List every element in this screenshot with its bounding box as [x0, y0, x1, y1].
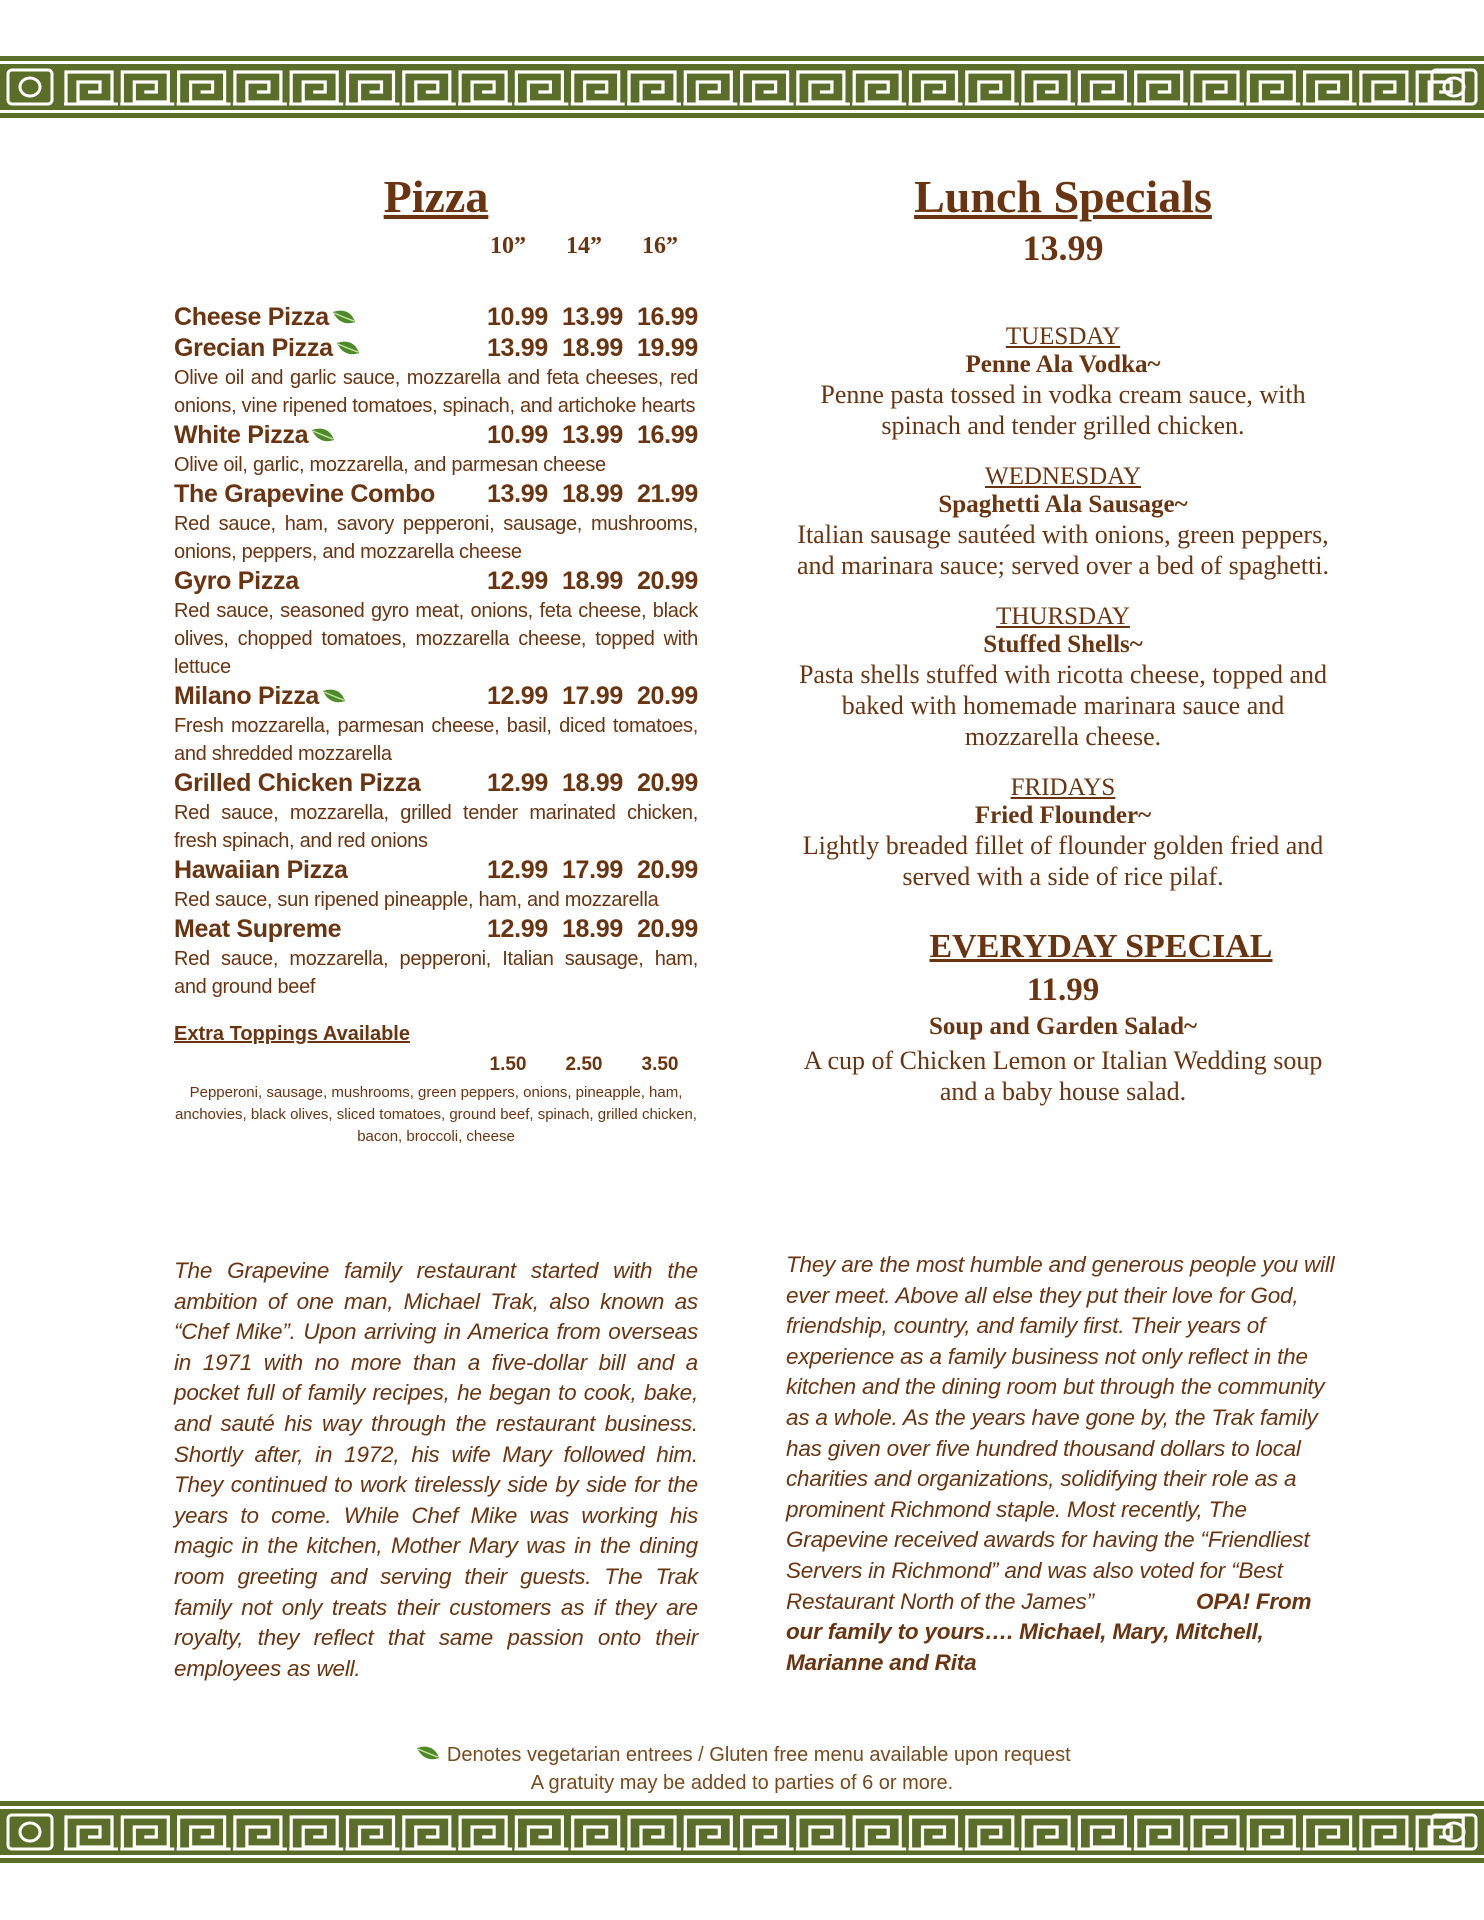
everyday-block [783, 1013, 1343, 1107]
story-left: The Grapevine family restaurant started with the ambition of one man, Michael Trak, also known as “Chef Mike”. Upon arriving in America from overseas in 1971 with no more than a five-dollar bill and a pocket full of family recipes, he began to cook, bake, and sauté his way through the restaurant business. Shortly after, in 1972, his wife Mary followed him. They continued to work tirelessly side by side for the years to come. While Chef Mike was working his magic in the kitchen, Mother Mary was in the dining room greeting and serving their guests. The Trak family not only treats their customers as if they are royalty, they reflect that same passion onto their employees as well. [174, 1258, 698, 1681]
pizza-item-name [174, 420, 473, 451]
pizza-item-price: 18.99 [561, 567, 623, 595]
pizza-item-row [174, 420, 698, 451]
pizza-item-row [174, 768, 698, 799]
pizza-item-price: 16.99 [636, 303, 698, 331]
pizza-item-name [174, 914, 473, 945]
pizza-item [174, 914, 698, 1001]
pizza-item [174, 566, 698, 681]
pizza-item-price: 20.99 [636, 567, 698, 595]
lunch-day-block [783, 323, 1343, 441]
pizza-item-price: 13.99 [561, 421, 623, 449]
pizza-item-price: 16.99 [636, 421, 698, 449]
pizza-item-price: 20.99 [636, 856, 698, 884]
lunch-title: Lunch Specials [914, 171, 1212, 222]
story-right: They are the most humble and generous people you will ever meet. Above all else they put their love for God, friendship, country, and family first. Their years of experience as a family business not only reflect in the kitchen and the dining room but through the community as a whole. As the years have gone by, the Trak family has given over five hundred thousand dollars to local charities and organizations, solidifying their role as a prominent Richmond staple. Most recently, The Grapevine received awards for having the “Friendliest Servers in Richmond” and was also voted for “Best Restaurant North of the James” [786, 1252, 1335, 1614]
lunch-dish-name: Stuffed Shells~ [983, 631, 1143, 658]
greek-key-pattern [0, 56, 1484, 118]
pizza-item-price: 20.99 [636, 915, 698, 943]
everyday-desc: A cup of Chicken Lemon or Italian Wedding soup and a baby house salad. [803, 1046, 1323, 1106]
footer-line-1: Denotes vegetarian entrees / Gluten free menu available upon request [446, 1744, 1071, 1766]
pizza-name-text: Grilled Chicken Pizza [174, 769, 421, 797]
extra-price-10: 1.50 [489, 1054, 527, 1075]
pizza-item-price: 18.99 [561, 915, 623, 943]
pizza-item [174, 855, 698, 914]
pizza-item-price: 12.99 [486, 856, 548, 884]
leaf-icon [321, 688, 347, 706]
pizza-name-text: Milano Pizza [174, 682, 320, 710]
everyday-special [783, 928, 1343, 1107]
size-14: 14” [566, 233, 602, 259]
everyday-title: EVERYDAY SPECIAL [929, 928, 1273, 965]
pizza-item [174, 681, 698, 768]
pizza-item-desc: Red sauce, seasoned gyro meat, onions, feta cheese, black olives, chopped tomatoes, mozzarella cheese, topped with lettuce [174, 600, 698, 678]
size-header [174, 233, 698, 260]
pizza-name-text: Meat Supreme [174, 915, 342, 943]
pizza-item [174, 768, 698, 855]
pizza-item-price: 17.99 [561, 682, 623, 710]
leaf-icon [310, 427, 336, 445]
pizza-item-desc: Fresh mozzarella, parmesan cheese, basil, diced tomatoes, and shredded mozzarella [174, 715, 698, 765]
extra-toppings-title: Extra Toppings Available [174, 1023, 410, 1045]
pizza-name-text: Grecian Pizza [174, 334, 333, 362]
pizza-item-desc: Red sauce, sun ripened pineapple, ham, and mozzarella [174, 889, 659, 911]
pizza-name-text: Hawaiian Pizza [174, 856, 348, 884]
lunch-day-name: THURSDAY [996, 603, 1130, 630]
lunch-dish-name: Fried Flounder~ [974, 802, 1152, 829]
pizza-item-name [174, 768, 473, 799]
everyday-price: 11.99 [1026, 972, 1100, 1008]
pizza-name-text: Cheese Pizza [174, 303, 329, 331]
everyday-dish: Soup and Garden Salad~ [929, 1013, 1197, 1040]
greek-key-border-top [0, 56, 1484, 118]
pizza-item-price: 13.99 [561, 303, 623, 331]
story-right-block [786, 1250, 1346, 1678]
pizza-item-desc: Red sauce, mozzarella, grilled tender marinated chicken, fresh spinach, and red onions [174, 802, 698, 852]
pizza-item-price: 18.99 [561, 334, 623, 362]
leaf-icon [335, 340, 361, 358]
lunch-days [783, 323, 1343, 892]
pizza-section [174, 170, 698, 1148]
pizza-item-row [174, 681, 698, 712]
pizza-item-price: 20.99 [636, 769, 698, 797]
lunch-day-name: FRIDAYS [1010, 774, 1116, 801]
pizza-item-name [174, 566, 473, 597]
pizza-item [174, 333, 698, 420]
extra-price-14: 2.50 [565, 1054, 603, 1075]
pizza-name-text: Gyro Pizza [174, 567, 299, 595]
pizza-item-row [174, 479, 698, 510]
pizza-item-price: 12.99 [486, 915, 548, 943]
greek-key-border-bottom [0, 1801, 1484, 1863]
size-10: 10” [490, 233, 526, 259]
pizza-item-desc: Olive oil and garlic sauce, mozzarella and feta cheeses, red onions, vine ripened tomatoes, spinach, and artichoke hearts [174, 367, 698, 417]
pizza-item-name [174, 333, 473, 364]
pizza-item-price: 10.99 [486, 421, 548, 449]
pizza-item-name [174, 855, 473, 886]
footer-line-2: A gratuity may be added to parties of 6 or more. [530, 1772, 954, 1794]
pizza-item-desc: Red sauce, ham, savory pepperoni, sausage, mushrooms, onions, peppers, and mozzarella cheese [174, 513, 698, 563]
pizza-name-text: White Pizza [174, 421, 309, 449]
pizza-item-price: 13.99 [486, 334, 548, 362]
pizza-item-price: 18.99 [561, 769, 623, 797]
lunch-dish-name: Spaghetti Ala Sausage~ [938, 491, 1188, 518]
lunch-day-name: TUESDAY [1005, 323, 1121, 350]
extra-price-16: 3.50 [641, 1054, 679, 1075]
pizza-item-name [174, 302, 473, 333]
extra-toppings-prices [174, 1054, 698, 1076]
leaf-icon [415, 1745, 441, 1763]
lunch-day-block [783, 463, 1343, 581]
pizza-item-price: 21.99 [636, 480, 698, 508]
pizza-item-row [174, 333, 698, 364]
pizza-item [174, 479, 698, 566]
lunch-dish-desc: Italian sausage sautéed with onions, green peppers, and marinara sauce; served over a bed of spaghetti. [796, 520, 1330, 580]
extra-toppings-list: Pepperoni, sausage, mushrooms, green peppers, onions, pineapple, ham, anchovies, black olives, sliced tomatoes, ground beef, spinach, grilled chicken, bacon, broccoli, cheese [175, 1084, 697, 1145]
lunch-day-block [783, 774, 1343, 892]
pizza-item-price: 12.99 [486, 567, 548, 595]
pizza-item [174, 420, 698, 479]
footer-note-1 [0, 1744, 1484, 1767]
pizza-item-row [174, 566, 698, 597]
pizza-item-row [174, 855, 698, 886]
lunch-section [783, 170, 1343, 1107]
pizza-item-name [174, 479, 473, 510]
pizza-item-price: 19.99 [636, 334, 698, 362]
pizza-item-desc: Red sauce, mozzarella, pepperoni, Italian sausage, ham, and ground beef [174, 948, 698, 998]
size-16: 16” [642, 233, 678, 259]
pizza-name-text: The Grapevine Combo [174, 480, 436, 508]
pizza-item-price: 17.99 [561, 856, 623, 884]
lunch-price: 13.99 [1022, 228, 1104, 268]
pizza-item-name [174, 681, 473, 712]
pizza-item [174, 302, 698, 333]
pizza-item-row [174, 302, 698, 333]
pizza-item-price: 12.99 [486, 682, 548, 710]
leaf-icon [331, 309, 357, 327]
pizza-item-price: 10.99 [486, 303, 548, 331]
pizza-item-desc: Olive oil, garlic, mozzarella, and parmesan cheese [174, 454, 606, 476]
greek-key-pattern [0, 1801, 1484, 1863]
lunch-day-name: WEDNESDAY [984, 463, 1142, 490]
pizza-item-row [174, 914, 698, 945]
story-signoff: OPA! From our family to yours…. Michael, Mary, Mitchell, Marianne and Rita [786, 1588, 1312, 1675]
lunch-dish-name: Penne Ala Vodka~ [965, 351, 1161, 378]
lunch-dish-desc: Penne pasta tossed in vodka cream sauce, with spinach and tender grilled chicken. [820, 380, 1306, 440]
pizza-item-price: 13.99 [486, 480, 548, 508]
lunch-dish-desc: Lightly breaded fillet of flounder golden fried and served with a side of rice pilaf. [802, 831, 1324, 891]
pizza-item-price: 12.99 [486, 769, 548, 797]
pizza-item-price: 20.99 [636, 682, 698, 710]
pizza-title: Pizza [383, 171, 489, 222]
lunch-dish-desc: Pasta shells stuffed with ricotta cheese, topped and baked with homemade marinara sauce and mozzarella cheese. [798, 660, 1328, 751]
pizza-item-list [174, 302, 698, 1001]
lunch-day-block [783, 603, 1343, 752]
pizza-item-price: 18.99 [561, 480, 623, 508]
